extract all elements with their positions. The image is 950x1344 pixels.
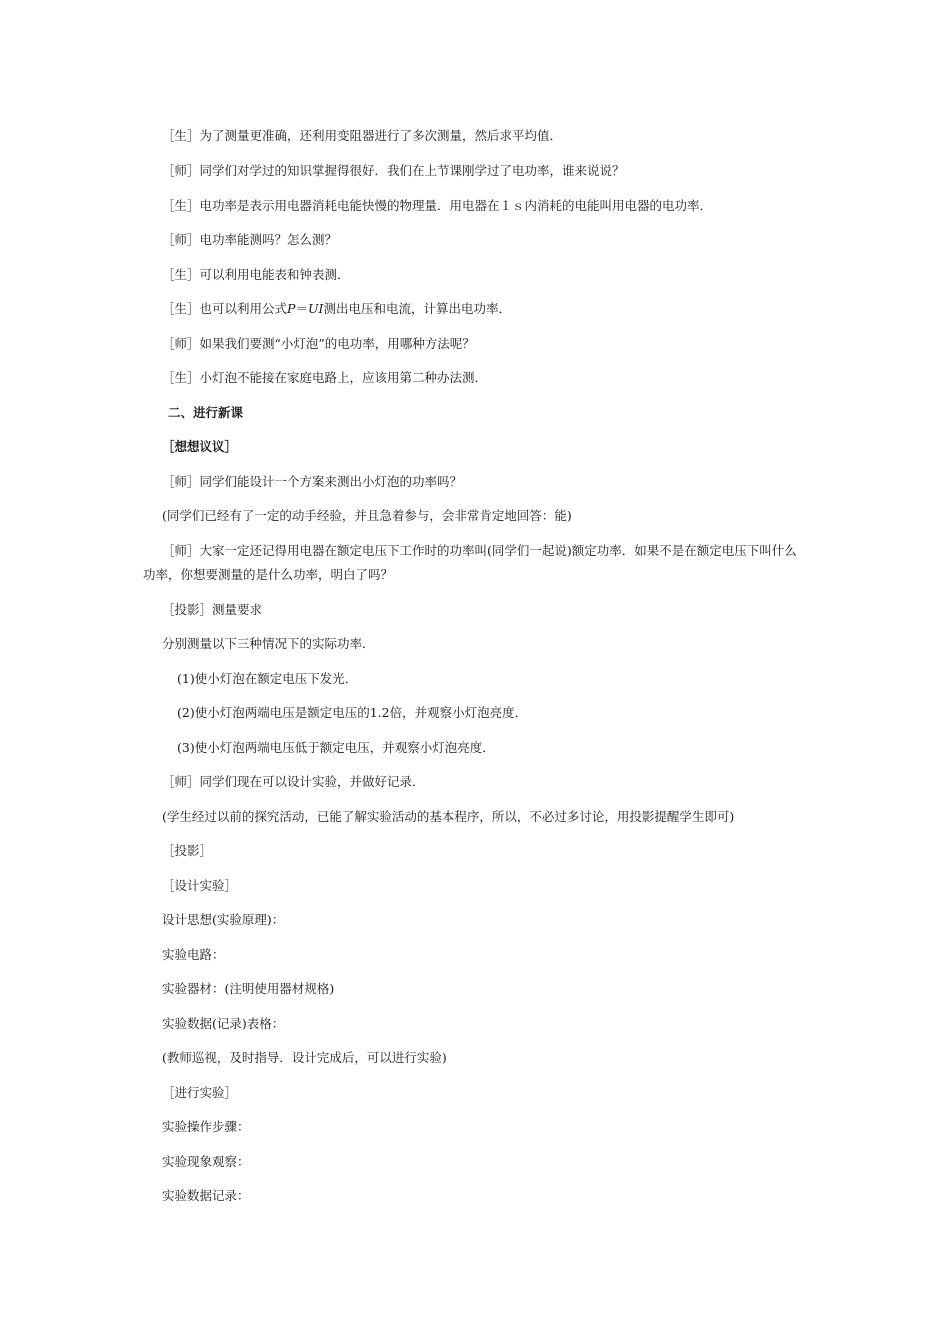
formula-prefix: ［生］也可以利用公式 xyxy=(162,301,288,316)
dialogue-line: ［师］同学们现在可以设计实验，并做好记录． xyxy=(162,774,425,789)
note-line: (教师巡视，及时指导．设计完成后，可以进行实验) xyxy=(162,1050,447,1065)
dialogue-line-continued: 功率，你想要测量的是什么功率，明白了吗？ xyxy=(143,567,394,582)
body-line: 实验电路： xyxy=(162,947,225,962)
formula-p: P xyxy=(287,301,296,316)
dialogue-line: ［师］同学们对学过的知识掌握得很好．我们在上节课刚学过了电功率，谁来说说？ xyxy=(162,163,625,178)
section-heading: 二、进行新课 xyxy=(168,405,244,420)
dialogue-line: ［师］同学们能设计一个方案来测出小灯泡的功率吗？ xyxy=(162,474,463,489)
dialogue-line: ［师］如果我们要测“小灯泡”的电功率，用哪种方法呢？ xyxy=(162,336,475,351)
bracket-heading: ［进行实验］ xyxy=(162,1085,238,1100)
formula-suffix: 测出电压和电流，计算出电功率． xyxy=(323,301,511,316)
body-line: 分别测量以下三种情况下的实际功率． xyxy=(162,636,375,651)
list-item: (3)使小灯泡两端电压低于额定电压，并观察小灯泡亮度． xyxy=(177,740,495,755)
dialogue-line: ［生］为了测量更准确，还利用变阻器进行了多次测量，然后求平均值． xyxy=(162,128,563,143)
bracket-heading: ［设计实验］ xyxy=(162,878,238,893)
note-line: (同学们已经有了一定的动手经验，并且急着参与，会非常肯定地回答：能) xyxy=(162,508,572,523)
list-item: (1)使小灯泡在额定电压下发光． xyxy=(177,671,358,686)
dialogue-line: ［生］电功率是表示用电器消耗电能快慢的物理量．用电器在１ｓ内消耗的电能叫用电器的电功率． xyxy=(162,198,713,213)
dialogue-line-formula xyxy=(162,301,511,317)
formula-equals: ＝ xyxy=(295,301,308,316)
formula-ui: UI xyxy=(307,301,324,316)
body-line: 实验数据记录： xyxy=(162,1188,250,1203)
note-line: (学生经过以前的探究活动，已能了解实验活动的基本程序，所以，不必过多讨论，用投影提醒学生即可) xyxy=(162,809,735,824)
body-line: 实验器材：(注明使用器材规格) xyxy=(162,981,335,996)
dialogue-line: ［生］小灯泡不能接在家庭电路上，应该用第二种办法测． xyxy=(162,370,488,385)
body-line: 设计思想(实验原理)： xyxy=(162,912,285,927)
dialogue-line: ［师］电功率能测吗？怎么测？ xyxy=(162,232,338,247)
body-line: 实验数据(记录)表格： xyxy=(162,1016,285,1031)
projection-line: ［投影］ xyxy=(162,843,213,858)
body-line: 实验操作步骤： xyxy=(162,1119,250,1134)
body-line: 实验现象观察： xyxy=(162,1154,250,1169)
dialogue-line: ［师］大家一定还记得用电器在额定电压下工作时的功率叫(同学们一起说)额定功率．如果不是在额定电压下叫什么 xyxy=(162,543,797,558)
list-item: (2)使小灯泡两端电压是额定电压的1.2倍，并观察小灯泡亮度． xyxy=(177,705,528,720)
projection-line: ［投影］测量要求 xyxy=(162,602,263,617)
dialogue-line: ［生］可以利用电能表和钟表测． xyxy=(162,267,350,282)
subsection-heading: ［想想议议］ xyxy=(162,439,238,454)
